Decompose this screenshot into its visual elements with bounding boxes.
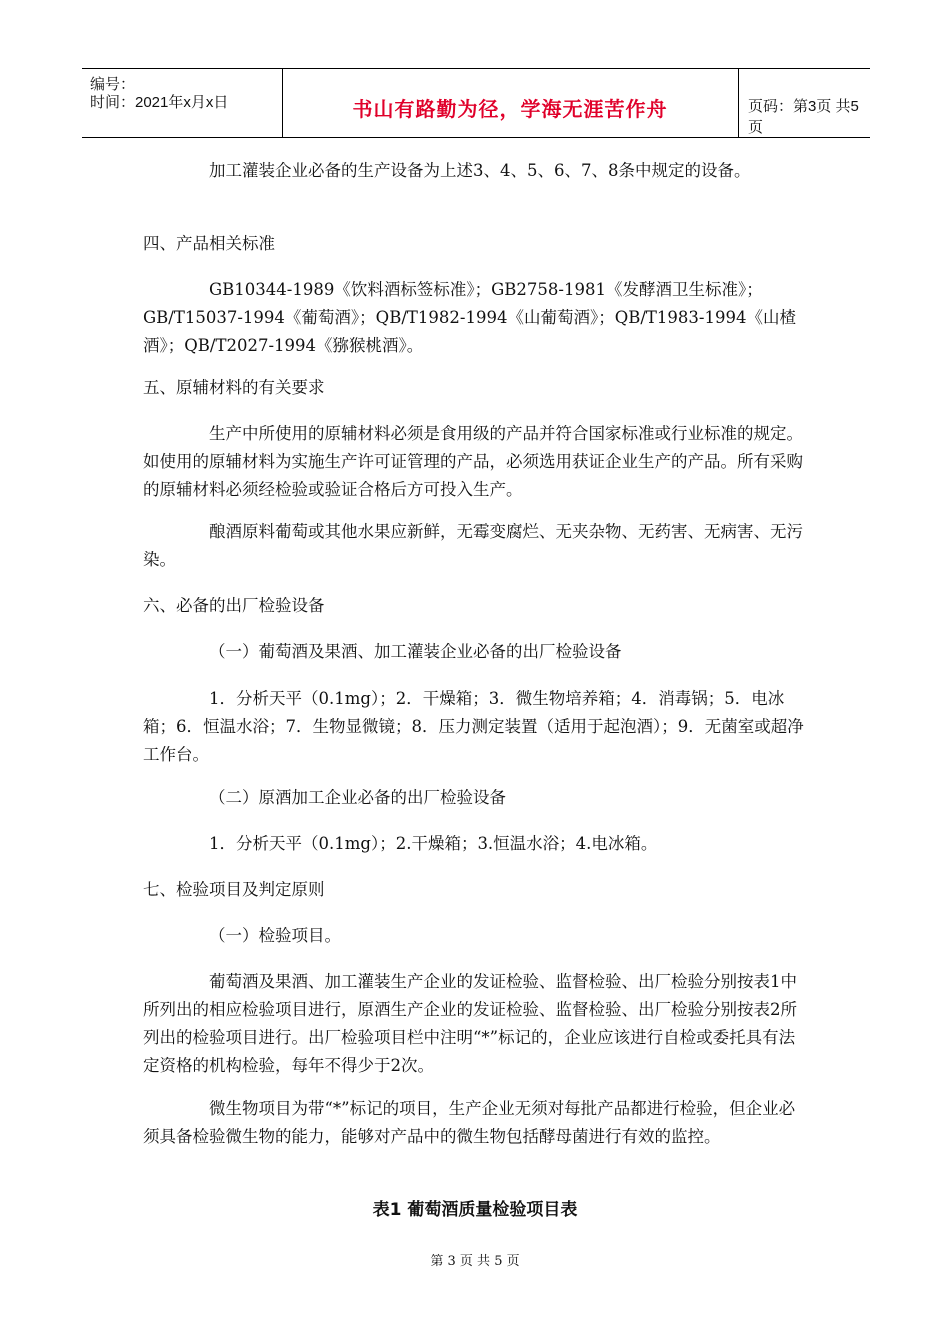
- paragraph: 生产中所使用的原辅材料必须是食用级的产品并符合国家标准或行业标准的规定。如使用的原辅材料为实施生产许可证管理的产品，必须选用获证企业生产的产品。所有采购的原辅材料必须经检验或验证合格后方可投入生产。: [143, 424, 803, 499]
- header-page-number: 页码：第3页 共5页: [748, 98, 859, 136]
- paragraph-equipment-list: 1．分析天平（0.1mg）；2．干燥箱；3．微生物培养箱；4．消毒锅；5．电冰箱；6．恒温水浴；7．生物显微镜；8．压力测定装置（适用于起泡酒）；9．无菌室或超净工作台。: [143, 689, 804, 764]
- subsection-heading: （一）葡萄酒及果酒、加工灌装企业必备的出厂检验设备: [209, 642, 622, 661]
- subsection-heading: （一）检验项目。: [209, 926, 341, 945]
- header-slogan: 书山有路勤为径，学海无涯苦作舟: [352, 97, 668, 121]
- document-number-label: 编号：: [90, 76, 136, 93]
- section-heading-4: 四、产品相关标准: [143, 234, 275, 253]
- paragraph-standards: GB10344-1989《饮料酒标签标准》；GB2758-1981《发酵酒卫生标准》；GB/T15037-1994《葡萄酒》；QB/T1982-1994《山葡萄酒》；QB/T1983-1994《山楂酒》；QB/T2027-1994《猕猴桃酒》。: [143, 280, 796, 355]
- section-heading-5: 五、原辅材料的有关要求: [143, 378, 325, 397]
- header-slogan-cell: [282, 69, 739, 137]
- section-heading-7: 七、检验项目及判定原则: [143, 880, 325, 899]
- section-heading-6: 六、必备的出厂检验设备: [143, 596, 325, 615]
- paragraph: 微生物项目为带“*”标记的项目，生产企业无须对每批产品都进行检验，但企业必须具备检验微生物的能力，能够对产品中的微生物包括酵母菌进行有效的监控。: [143, 1099, 796, 1146]
- page-header: [82, 68, 870, 138]
- header-meta-cell: [82, 69, 283, 137]
- subsection-heading: （二）原酒加工企业必备的出厂检验设备: [209, 788, 506, 807]
- table-caption: 表1 葡萄酒质量检验项目表: [372, 1200, 578, 1220]
- header-page-cell: [738, 69, 870, 137]
- document-date-label: 时间：2021年x月x日: [90, 94, 229, 111]
- paragraph: 酿酒原料葡萄或其他水果应新鲜，无霉变腐烂、无夹杂物、无药害、无病害、无污染。: [143, 522, 803, 569]
- paragraph: 加工灌装企业必备的生产设备为上述3、4、5、6、7、8条中规定的设备。: [209, 161, 751, 180]
- paragraph-equipment-list: 1．分析天平（0.1mg）；2.干燥箱；3.恒温水浴；4.电冰箱。: [209, 834, 658, 853]
- paragraph: 葡萄酒及果酒、加工灌装生产企业的发证检验、监督检验、出厂检验分别按表1中所列出的相应检验项目进行，原酒生产企业的发证检验、监督检验、出厂检验分别按表2所列出的检验项目进行。出厂检验项目栏中注明“*”标记的，企业应该进行自检或委托具有法定资格的机构检验，每年不得少于2次。: [143, 972, 797, 1075]
- page-footer: 第 3 页 共 5 页: [430, 1254, 520, 1269]
